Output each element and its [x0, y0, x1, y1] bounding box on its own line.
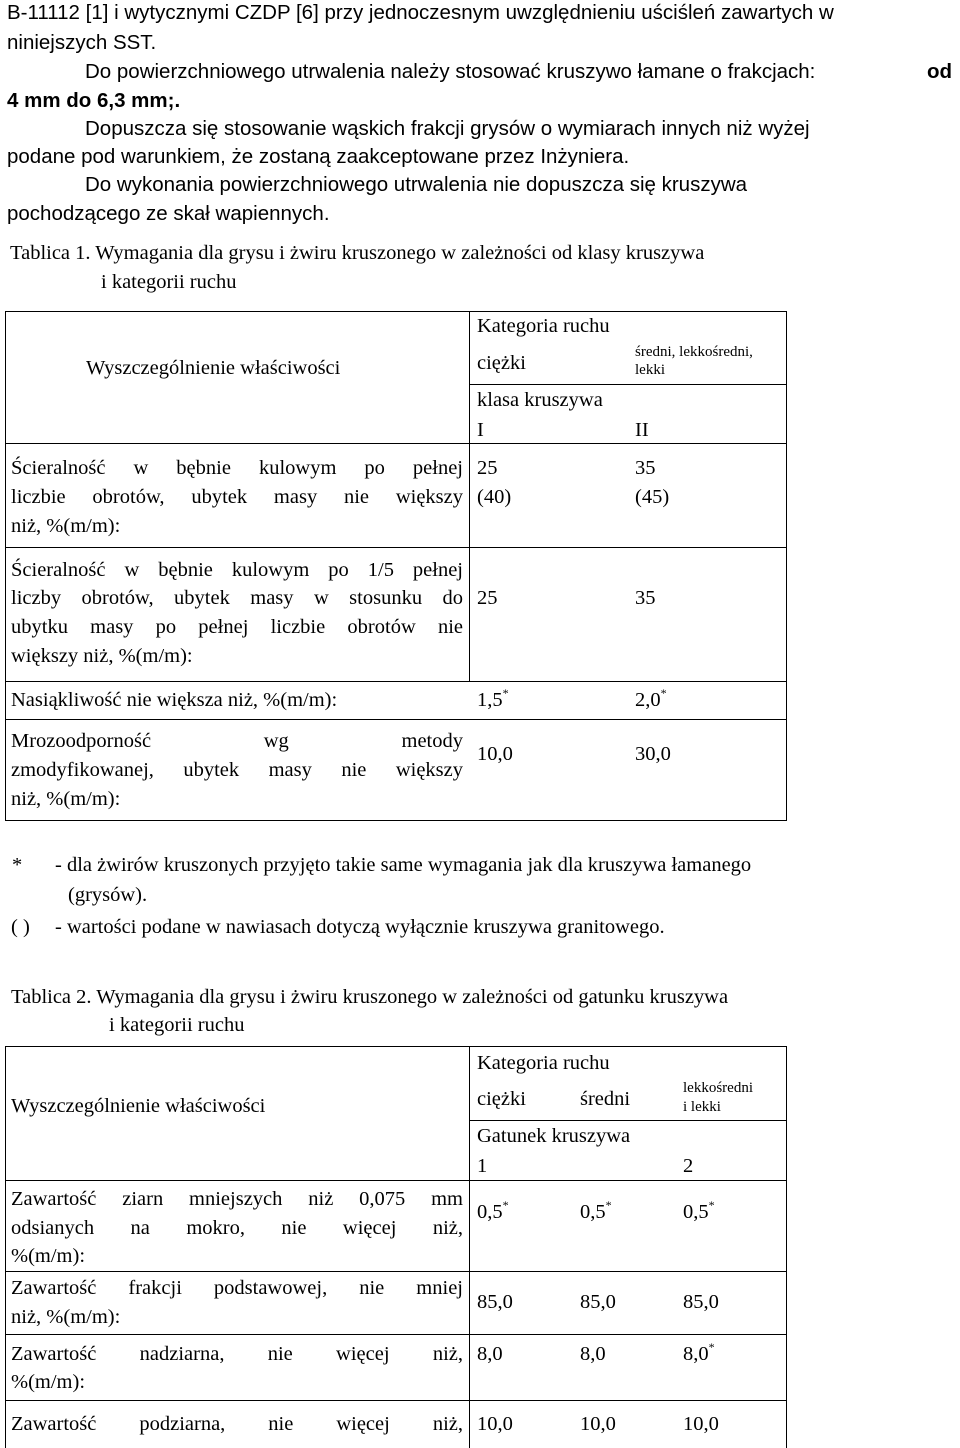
table-2-caption-line-2: i kategorii ruchu	[109, 1014, 245, 1036]
row-label-text: Mrozoodporność wg metody	[11, 730, 463, 752]
table-1-header-other-l2: lekki	[635, 362, 665, 378]
footnote-mark: *	[708, 1340, 715, 1354]
value-heavy: 8,0	[477, 1343, 503, 1365]
row-label: Nasiąkliwość nie większa niż, %(m/m):	[11, 689, 338, 711]
table-1-caption-line-2: i kategorii ruchu	[101, 271, 237, 293]
table-2-rule	[5, 1334, 787, 1335]
table-1-header-category: Kategoria ruchu	[477, 315, 610, 337]
intro-line-5: Dopuszcza się stosowanie wąskich frakcji grysów o wymiarach innych niż wyżej	[85, 117, 810, 140]
intro-line-6: podane pod warunkiem, że zostaną zaakceptowane przez Inżyniera.	[7, 145, 630, 168]
value-text: 1,5	[477, 689, 503, 711]
value-other-granite: (45)	[635, 486, 670, 508]
value-light	[683, 1340, 715, 1365]
value-text: 0,5	[580, 1201, 606, 1223]
intro-line-3-text: Do powierzchniowego utrwalenia należy stosować kruszywo łamane o frakcjach:	[85, 60, 816, 83]
row-label-text: Zawartość ziarn mniejszych niż 0,075 mm	[11, 1188, 463, 1210]
value-medium	[580, 1198, 612, 1223]
footnote-mark: *	[605, 1198, 612, 1212]
row-label: niż, %(m/m):	[11, 788, 121, 810]
value-text: 0,5	[477, 1201, 503, 1223]
value-heavy: 85,0	[477, 1291, 513, 1313]
value-text: 8,0	[683, 1343, 709, 1365]
table-1-class-2: II	[635, 419, 649, 441]
footnote-mark: *	[502, 686, 509, 700]
row-label: %(m/m):	[11, 1245, 86, 1267]
row-label	[11, 1278, 463, 1299]
row-label-text: zmodyfikowanej, ubytek masy nie większy	[11, 759, 463, 781]
table-2-rule	[5, 1400, 787, 1401]
value-heavy: 25	[477, 457, 498, 479]
row-label-line	[11, 487, 463, 508]
table-2-rule	[5, 1180, 787, 1181]
table-2-border-right	[786, 1046, 787, 1448]
value-light: 10,0	[683, 1413, 719, 1435]
row-label: niż, %(m/m):	[11, 1306, 121, 1328]
value-heavy-granite: (40)	[477, 486, 512, 508]
table-1-rule	[5, 681, 787, 682]
value-other: 30,0	[635, 743, 671, 765]
table-1-divider	[469, 311, 470, 681]
table-1-header-property: Wyszczególnienie właściwości	[86, 357, 341, 379]
value-medium: 85,0	[580, 1291, 616, 1313]
table-1-caption-line-1: Tablica 1. Wymagania dla grysu i żwiru kruszonego w zależności od klasy kruszywa	[10, 242, 705, 264]
table-2-caption-line-1: Tablica 2. Wymagania dla grysu i żwiru kruszonego w zależności od gatunku kruszywa	[11, 986, 729, 1008]
value-text: 0,5	[683, 1201, 709, 1223]
intro-line-3-bold: od	[926, 60, 952, 83]
table-1-class-1: I	[477, 419, 484, 441]
value-heavy	[477, 1198, 509, 1223]
table-2-divider	[469, 1046, 470, 1448]
table-1-header-other-l1: średni, lekkośredni,	[635, 344, 753, 360]
row-label	[11, 760, 463, 781]
table-2-grade-1: 1	[477, 1155, 488, 1177]
row-label	[11, 617, 463, 638]
intro-line-4: 4 mm do 6,3 mm;.	[7, 89, 181, 112]
row-label	[11, 560, 463, 581]
row-label	[11, 1344, 463, 1365]
value-text: 2,0	[635, 689, 661, 711]
table-2-rule	[5, 1271, 787, 1272]
table-2-header-light-l1: lekkośredni	[683, 1080, 753, 1096]
table-1-header-heavy: ciężki	[477, 352, 526, 374]
table-1-border-left	[5, 311, 6, 820]
table-2-header-category: Kategoria ruchu	[477, 1052, 610, 1074]
value-other: 35	[635, 457, 656, 479]
row-label	[11, 731, 463, 752]
value-other	[635, 686, 667, 711]
row-label	[11, 1218, 463, 1239]
value-light: 85,0	[683, 1291, 719, 1313]
table-1-border-right	[786, 311, 787, 820]
row-label-text: Zawartość podziarna, nie więcej niż,	[11, 1413, 463, 1435]
footnote-mark: *	[502, 1198, 509, 1212]
table-2-grade-2: 2	[683, 1155, 694, 1177]
value-light	[683, 1198, 715, 1223]
row-label	[11, 588, 463, 609]
table-1-border-top	[5, 311, 787, 312]
row-label-text: ubytku masy po pełnej liczbie obrotów nie	[11, 616, 463, 638]
row-label	[11, 1414, 463, 1435]
table-2-header-heavy: ciężki	[477, 1088, 526, 1110]
row-label: Ścieralność w bębnie kulowym po pełnej	[11, 457, 463, 479]
value-other: 35	[635, 587, 656, 609]
row-label-text: Zawartość nadziarna, nie więcej niż,	[11, 1343, 463, 1365]
row-label-text: liczby obrotów, ubytek masy w stosunku do	[11, 587, 463, 609]
row-label-text: Zawartość frakcji podstawowej, nie mniej	[11, 1277, 463, 1299]
row-label	[11, 1189, 463, 1210]
table-1-rule	[5, 443, 787, 444]
table-1-rule	[5, 547, 787, 548]
value-medium: 10,0	[580, 1413, 616, 1435]
value-heavy: 10,0	[477, 1413, 513, 1435]
table-2-header-light-l2: i lekki	[683, 1099, 721, 1115]
row-label-line	[11, 458, 463, 479]
table-2-border-left	[5, 1046, 6, 1448]
intro-line-8: pochodzącego ze skał wapiennych.	[7, 202, 330, 225]
table-1-rule	[469, 384, 787, 385]
intro-line-2: niniejszych SST.	[7, 31, 157, 54]
table-1-border-bottom	[5, 820, 787, 821]
note-paren-text: - wartości podane w nawiasach dotyczą wyłącznie kruszywa granitowego.	[55, 916, 665, 938]
table-1-rule	[5, 719, 787, 720]
intro-line-3	[85, 62, 952, 83]
value-medium: 8,0	[580, 1343, 606, 1365]
table-2-header-medium: średni	[580, 1088, 631, 1110]
intro-line-7: Do wykonania powierzchniowego utrwalenia nie dopuszcza się kruszywa	[85, 173, 748, 196]
row-label: %(m/m):	[11, 1371, 86, 1393]
intro-line-1: B-11112 [1] i wytycznymi CZDP [6] przy jednoczesnym uwzględnieniu uściśleń zawartych w	[7, 1, 834, 24]
value-heavy	[477, 686, 509, 711]
value-heavy: 10,0	[477, 743, 513, 765]
note-star-symbol: *	[12, 854, 23, 876]
row-label: większy niż, %(m/m):	[11, 645, 193, 667]
table-1-header-class: klasa kruszywa	[477, 389, 603, 411]
row-label: niż, %(m/m):	[11, 515, 121, 537]
value-heavy: 25	[477, 587, 498, 609]
table-2-header-grade: Gatunek kruszywa	[477, 1125, 631, 1147]
note-star-line-1: - dla żwirów kruszonych przyjęto takie same wymagania jak dla kruszywa łamanego	[55, 854, 752, 876]
note-star-line-2: (grysów).	[68, 884, 148, 906]
table-2-border-top	[5, 1046, 787, 1047]
note-paren-symbol: ( )	[11, 916, 30, 938]
footnote-mark: *	[708, 1198, 715, 1212]
row-label: liczbie obrotów, ubytek masy nie większy	[11, 486, 463, 508]
footnote-mark: *	[660, 686, 667, 700]
table-2-header-property: Wyszczególnienie właściwości	[11, 1095, 266, 1117]
row-label-text: Ścieralność w bębnie kulowym po 1/5 pełnej	[11, 559, 463, 581]
row-label-text: odsianych na mokro, nie więcej niż,	[11, 1217, 463, 1239]
table-2-rule	[469, 1120, 787, 1121]
